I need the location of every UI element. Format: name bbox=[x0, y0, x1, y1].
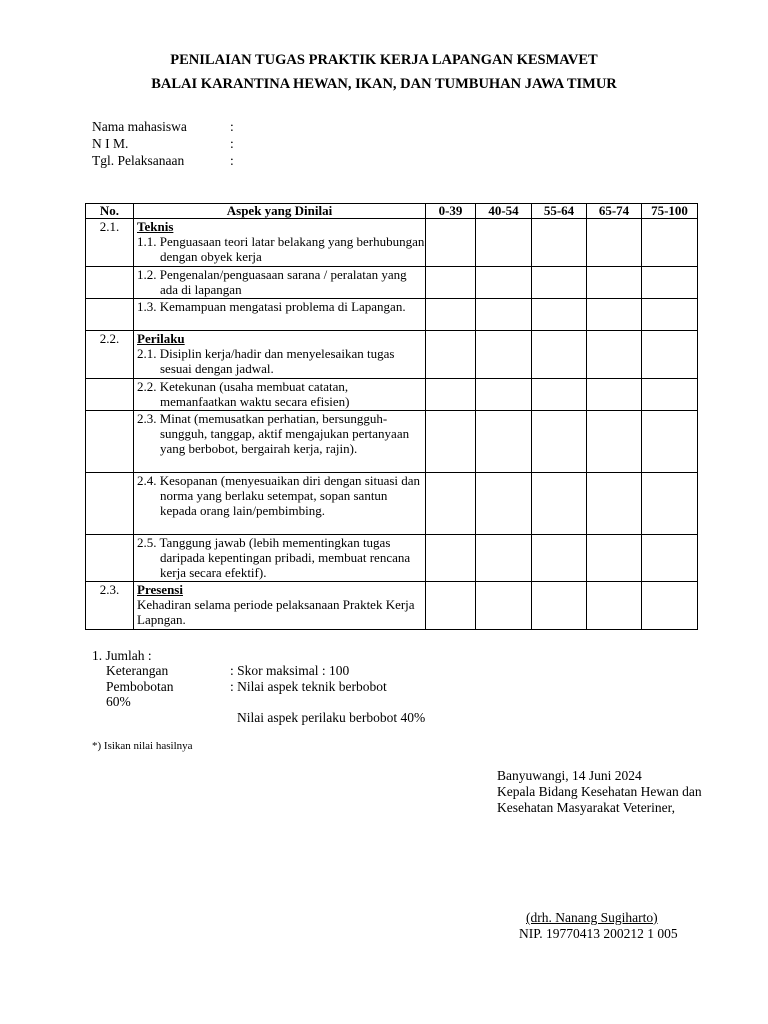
aspect-cell bbox=[134, 411, 426, 473]
section-heading-perilaku: Perilaku bbox=[137, 331, 185, 346]
score-cell[interactable] bbox=[426, 219, 476, 267]
aspect-item: 2.4. Kesopanan (menyesuaikan diri dengan situasi dan norma yang berlaku setempat, sopan santun kepada orang lain/pembimbing. bbox=[137, 473, 421, 518]
score-cell[interactable] bbox=[587, 473, 642, 535]
header-score-75-100: 75-100 bbox=[642, 204, 698, 219]
jumlah-label: 1. Jumlah : bbox=[92, 648, 152, 663]
assessment-table bbox=[85, 203, 698, 630]
score-cell[interactable] bbox=[532, 582, 587, 630]
score-cell[interactable] bbox=[426, 379, 476, 411]
aspect-cell bbox=[134, 331, 426, 379]
identity-label: Nama mahasiswa bbox=[92, 119, 187, 134]
aspect-cell bbox=[134, 473, 426, 535]
section-heading-teknis: Teknis bbox=[137, 219, 174, 234]
aspect-cell bbox=[134, 219, 426, 267]
aspect-note: Kehadiran selama periode pelaksanaan Praktek Kerja Lapngan. bbox=[137, 597, 415, 627]
header-score-0-39: 0-39 bbox=[426, 204, 476, 219]
score-cell[interactable] bbox=[426, 267, 476, 299]
keterangan-value: : Skor maksimal : 100 bbox=[230, 663, 350, 678]
position-line1: Kepala Bidang Kesehatan Hewan dan bbox=[497, 784, 702, 799]
score-cell[interactable] bbox=[642, 379, 698, 411]
header-no: No. bbox=[86, 204, 134, 219]
table-header-row bbox=[86, 204, 698, 219]
score-cell[interactable] bbox=[587, 535, 642, 582]
score-cell[interactable] bbox=[532, 473, 587, 535]
row-number bbox=[86, 411, 134, 473]
document-title-line2: BALAI KARANTINA HEWAN, IKAN, DAN TUMBUHAN JAWA TIMUR bbox=[151, 76, 617, 92]
aspect-cell bbox=[134, 267, 426, 299]
identity-colon: : bbox=[230, 153, 234, 168]
identity-label: Tgl. Pelaksanaan bbox=[92, 153, 185, 168]
score-cell[interactable] bbox=[426, 473, 476, 535]
row-number: 2.1. bbox=[86, 219, 134, 267]
aspect-cell bbox=[134, 379, 426, 411]
row-number bbox=[86, 267, 134, 299]
score-cell[interactable] bbox=[642, 267, 698, 299]
pembobotan-label: Pembobotan bbox=[106, 679, 174, 694]
score-cell[interactable] bbox=[426, 535, 476, 582]
row-number bbox=[86, 535, 134, 582]
row-number bbox=[86, 379, 134, 411]
pembobotan-wrap: 60% bbox=[106, 694, 131, 709]
score-cell[interactable] bbox=[532, 267, 587, 299]
row-number: 2.2. bbox=[86, 331, 134, 379]
header-score-40-54: 40-54 bbox=[476, 204, 532, 219]
signatory-nip: NIP. 19770413 200212 1 005 bbox=[519, 926, 678, 941]
table-row bbox=[86, 473, 698, 535]
aspect-item: 2.5. Tanggung jawab (lebih mementingkan tugas daripada kepentingan pribadi, membuat rencana kerja secara efektif). bbox=[137, 535, 411, 580]
place-date: Banyuwangi, 14 Juni 2024 bbox=[497, 768, 642, 783]
identity-label: N I M. bbox=[92, 136, 129, 151]
score-cell[interactable] bbox=[587, 411, 642, 473]
aspect-item: 1.1. Penguasaan teori latar belakang yang berhubungan dengan obyek kerja bbox=[137, 234, 425, 264]
score-cell[interactable] bbox=[642, 219, 698, 267]
aspect-cell bbox=[134, 582, 426, 630]
identity-colon: : bbox=[230, 136, 234, 151]
table-row bbox=[86, 582, 698, 630]
score-cell[interactable] bbox=[426, 299, 476, 331]
score-cell[interactable] bbox=[642, 473, 698, 535]
score-cell[interactable] bbox=[587, 331, 642, 379]
row-number bbox=[86, 473, 134, 535]
score-cell[interactable] bbox=[642, 582, 698, 630]
aspect-cell bbox=[134, 535, 426, 582]
perilaku-weight: Nilai aspek perilaku berbobot 40% bbox=[237, 710, 426, 725]
score-cell[interactable] bbox=[426, 331, 476, 379]
table-row bbox=[86, 299, 698, 331]
aspect-cell bbox=[134, 299, 426, 331]
aspect-item: 1.3. Kemampuan mengatasi problema di Lapangan. bbox=[137, 299, 406, 314]
keterangan-label: Keterangan bbox=[106, 663, 169, 678]
score-cell[interactable] bbox=[642, 535, 698, 582]
aspect-item: 1.2. Pengenalan/penguasaan sarana / peralatan yang ada di lapangan bbox=[137, 267, 407, 297]
score-cell[interactable] bbox=[532, 331, 587, 379]
signatory-name: (drh. Nanang Sugiharto) bbox=[526, 910, 658, 925]
score-cell[interactable] bbox=[642, 331, 698, 379]
score-cell[interactable] bbox=[587, 267, 642, 299]
header-score-65-74: 65-74 bbox=[587, 204, 642, 219]
position-line2: Kesehatan Masyarakat Veteriner, bbox=[497, 800, 676, 815]
document-title-line1: PENILAIAN TUGAS PRAKTIK KERJA LAPANGAN KESMAVET bbox=[170, 52, 598, 68]
score-cell[interactable] bbox=[476, 379, 532, 411]
score-cell[interactable] bbox=[532, 411, 587, 473]
identity-colon: : bbox=[230, 119, 234, 134]
table-row bbox=[86, 219, 698, 267]
score-cell[interactable] bbox=[476, 582, 532, 630]
score-cell[interactable] bbox=[476, 219, 532, 267]
score-cell[interactable] bbox=[587, 379, 642, 411]
score-cell[interactable] bbox=[587, 219, 642, 267]
score-cell[interactable] bbox=[532, 535, 587, 582]
score-cell[interactable] bbox=[532, 219, 587, 267]
score-cell[interactable] bbox=[476, 299, 532, 331]
table-row bbox=[86, 411, 698, 473]
header-aspek: Aspek yang Dinilai bbox=[134, 204, 426, 219]
score-cell[interactable] bbox=[476, 331, 532, 379]
aspect-item: 2.3. Minat (memusatkan perhatian, bersungguh-sungguh, tanggap, aktif mengajukan pertanyaan yang berbobot, bergairah kerja, rajin). bbox=[137, 411, 410, 456]
section-heading-presensi: Presensi bbox=[137, 582, 183, 597]
table-row bbox=[86, 535, 698, 582]
table-row bbox=[86, 331, 698, 379]
score-cell[interactable] bbox=[532, 379, 587, 411]
row-number: 2.3. bbox=[86, 582, 134, 630]
row-number bbox=[86, 299, 134, 331]
pembobotan-value: : Nilai aspek teknik berbobot bbox=[230, 679, 387, 694]
footnote: *) Isikan nilai hasilnya bbox=[92, 740, 193, 752]
aspect-item: 2.1. Disiplin kerja/hadir dan menyelesaikan tugas sesuai dengan jadwal. bbox=[137, 346, 395, 376]
table-row bbox=[86, 267, 698, 299]
identity-row-tanggal bbox=[92, 153, 392, 170]
score-cell[interactable] bbox=[587, 299, 642, 331]
table-row bbox=[86, 379, 698, 411]
score-cell[interactable] bbox=[476, 473, 532, 535]
score-cell[interactable] bbox=[426, 582, 476, 630]
score-cell[interactable] bbox=[426, 411, 476, 473]
identity-row-nim bbox=[92, 136, 392, 153]
score-cell[interactable] bbox=[532, 299, 587, 331]
identity-row-nama bbox=[92, 119, 392, 136]
score-cell[interactable] bbox=[476, 411, 532, 473]
score-cell[interactable] bbox=[642, 299, 698, 331]
aspect-item: 2.2. Ketekunan (usaha membuat catatan, memanfaatkan waktu secara efisien) bbox=[137, 379, 350, 409]
header-score-55-64: 55-64 bbox=[532, 204, 587, 219]
score-cell[interactable] bbox=[476, 267, 532, 299]
score-cell[interactable] bbox=[587, 582, 642, 630]
score-cell[interactable] bbox=[476, 535, 532, 582]
score-cell[interactable] bbox=[642, 411, 698, 473]
